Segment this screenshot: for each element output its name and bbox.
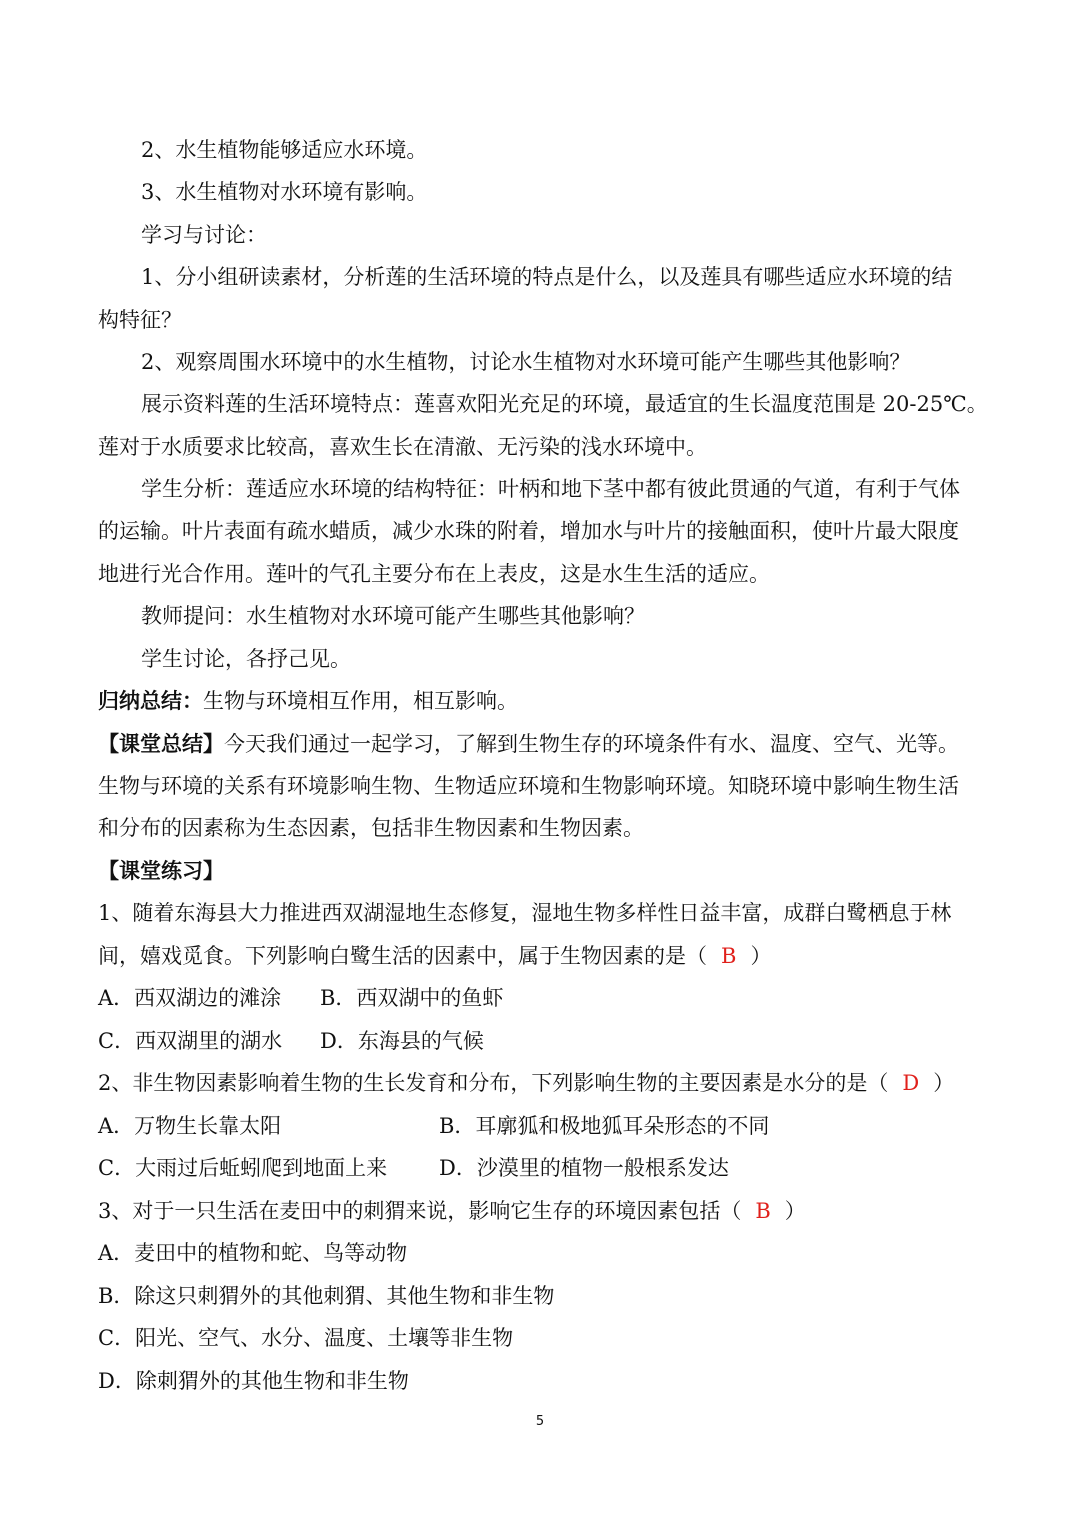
option-a: A．万物生长靠太阳 bbox=[98, 1114, 282, 1138]
question-2-answer: D bbox=[902, 1071, 920, 1095]
paragraph: 2、水生植物能够适应水环境。 bbox=[141, 138, 428, 162]
option-a: A．西双湖边的滩涂 bbox=[98, 986, 282, 1010]
summary-label: 归纳总结： bbox=[98, 688, 203, 713]
class-summary-line bbox=[98, 729, 988, 759]
paragraph: 的运输。叶片表面有疏水蜡质，减少水珠的附着，增加水与叶片的接触面积，使叶片最大限度 bbox=[98, 519, 959, 543]
paragraph: 学生讨论，各抒己见。 bbox=[141, 647, 351, 671]
paragraph: 莲对于水质要求比较高，喜欢生长在清澈、无污染的浅水环境中。 bbox=[98, 435, 707, 459]
option-d: D．除刺猬外的其他生物和非生物 bbox=[98, 1369, 409, 1393]
option-c: C．西双湖里的湖水 bbox=[98, 1029, 283, 1053]
question-2-close: ） bbox=[933, 1071, 955, 1095]
question-3-answer: B bbox=[755, 1199, 771, 1223]
paragraph: 构特征？ bbox=[98, 308, 182, 332]
option-b: B．西双湖中的鱼虾 bbox=[320, 986, 504, 1010]
question-1-stem bbox=[98, 941, 988, 971]
question-1-text: 1、随着东海县大力推进西双湖湿地生态修复，湿地生物多样性日益丰富，成群白鹭栖息于林 bbox=[98, 901, 952, 925]
paragraph: 1、分小组研读素材，分析莲的生活环境的特点是什么，以及莲具有哪些适应水环境的结 bbox=[141, 265, 953, 289]
paragraph: 地进行光合作用。莲叶的气孔主要分布在上表皮，这是水生生活的适应。 bbox=[98, 562, 770, 586]
option-d: D．东海县的气候 bbox=[320, 1029, 484, 1053]
option-b: B．除这只刺猬外的其他刺猬、其他生物和非生物 bbox=[98, 1284, 555, 1308]
question-2-options-row-1 bbox=[98, 1111, 988, 1141]
class-summary-text: 今天我们通过一起学习，了解到生物生存的环境条件有水、温度、空气、光等。 bbox=[224, 732, 959, 756]
paragraph: 展示资料莲的生活环境特点：莲喜欢阳光充足的环境，最适宜的生长温度范围是 20-25℃。 bbox=[141, 392, 988, 416]
question-3-close: ） bbox=[784, 1199, 806, 1223]
practice-heading: 【课堂练习】 bbox=[98, 858, 224, 883]
question-1-close: ） bbox=[750, 944, 772, 968]
paragraph: 学生分析：莲适应水环境的结构特征：叶柄和地下茎中都有彼此贯通的气道，有利于气体 bbox=[141, 477, 960, 501]
question-2-stem bbox=[98, 1068, 988, 1098]
page-number: 5 bbox=[535, 1414, 545, 1429]
question-2-stem-text: 2、非生物因素影响着生物的生长发育和分布，下列影响生物的主要因素是水分的是（ bbox=[98, 1071, 889, 1095]
summary-line bbox=[98, 686, 988, 716]
class-summary-label: 【课堂总结】 bbox=[98, 731, 224, 756]
question-1-answer: B bbox=[721, 944, 737, 968]
question-1-options-row-2 bbox=[98, 1026, 988, 1056]
option-b: B．耳廓狐和极地狐耳朵形态的不同 bbox=[439, 1114, 770, 1138]
option-d: D．沙漠里的植物一般根系发达 bbox=[439, 1156, 729, 1180]
paragraph: 生物与环境的关系有环境影响生物、生物适应环境和生物影响环境。知晓环境中影响生物生活 bbox=[98, 774, 959, 798]
paragraph: 3、水生植物对水环境有影响。 bbox=[141, 180, 428, 204]
option-c: C．阳光、空气、水分、温度、土壤等非生物 bbox=[98, 1326, 514, 1350]
paragraph: 学习与讨论： bbox=[141, 223, 267, 247]
option-a: A．麦田中的植物和蛇、鸟等动物 bbox=[98, 1241, 408, 1265]
paragraph: 教师提问：水生植物对水环境可能产生哪些其他影响？ bbox=[141, 604, 645, 628]
paragraph: 2、观察周围水环境中的水生植物，讨论水生植物对水环境可能产生哪些其他影响？ bbox=[141, 350, 911, 374]
summary-text: 生物与环境相互作用，相互影响。 bbox=[203, 689, 518, 713]
paragraph: 和分布的因素称为生态因素，包括非生物因素和生物因素。 bbox=[98, 816, 644, 840]
option-c: C．大雨过后蚯蚓爬到地面上来 bbox=[98, 1156, 388, 1180]
question-1-options-row-1 bbox=[98, 983, 988, 1013]
question-2-options-row-2 bbox=[98, 1153, 988, 1183]
question-3-stem bbox=[98, 1196, 988, 1226]
question-3-stem-text: 3、对于一只生活在麦田中的刺猬来说，影响它生存的环境因素包括（ bbox=[98, 1199, 742, 1223]
question-1-stem-text: 间，嬉戏觅食。下列影响白鹭生活的因素中，属于生物因素的是（ bbox=[98, 944, 707, 968]
